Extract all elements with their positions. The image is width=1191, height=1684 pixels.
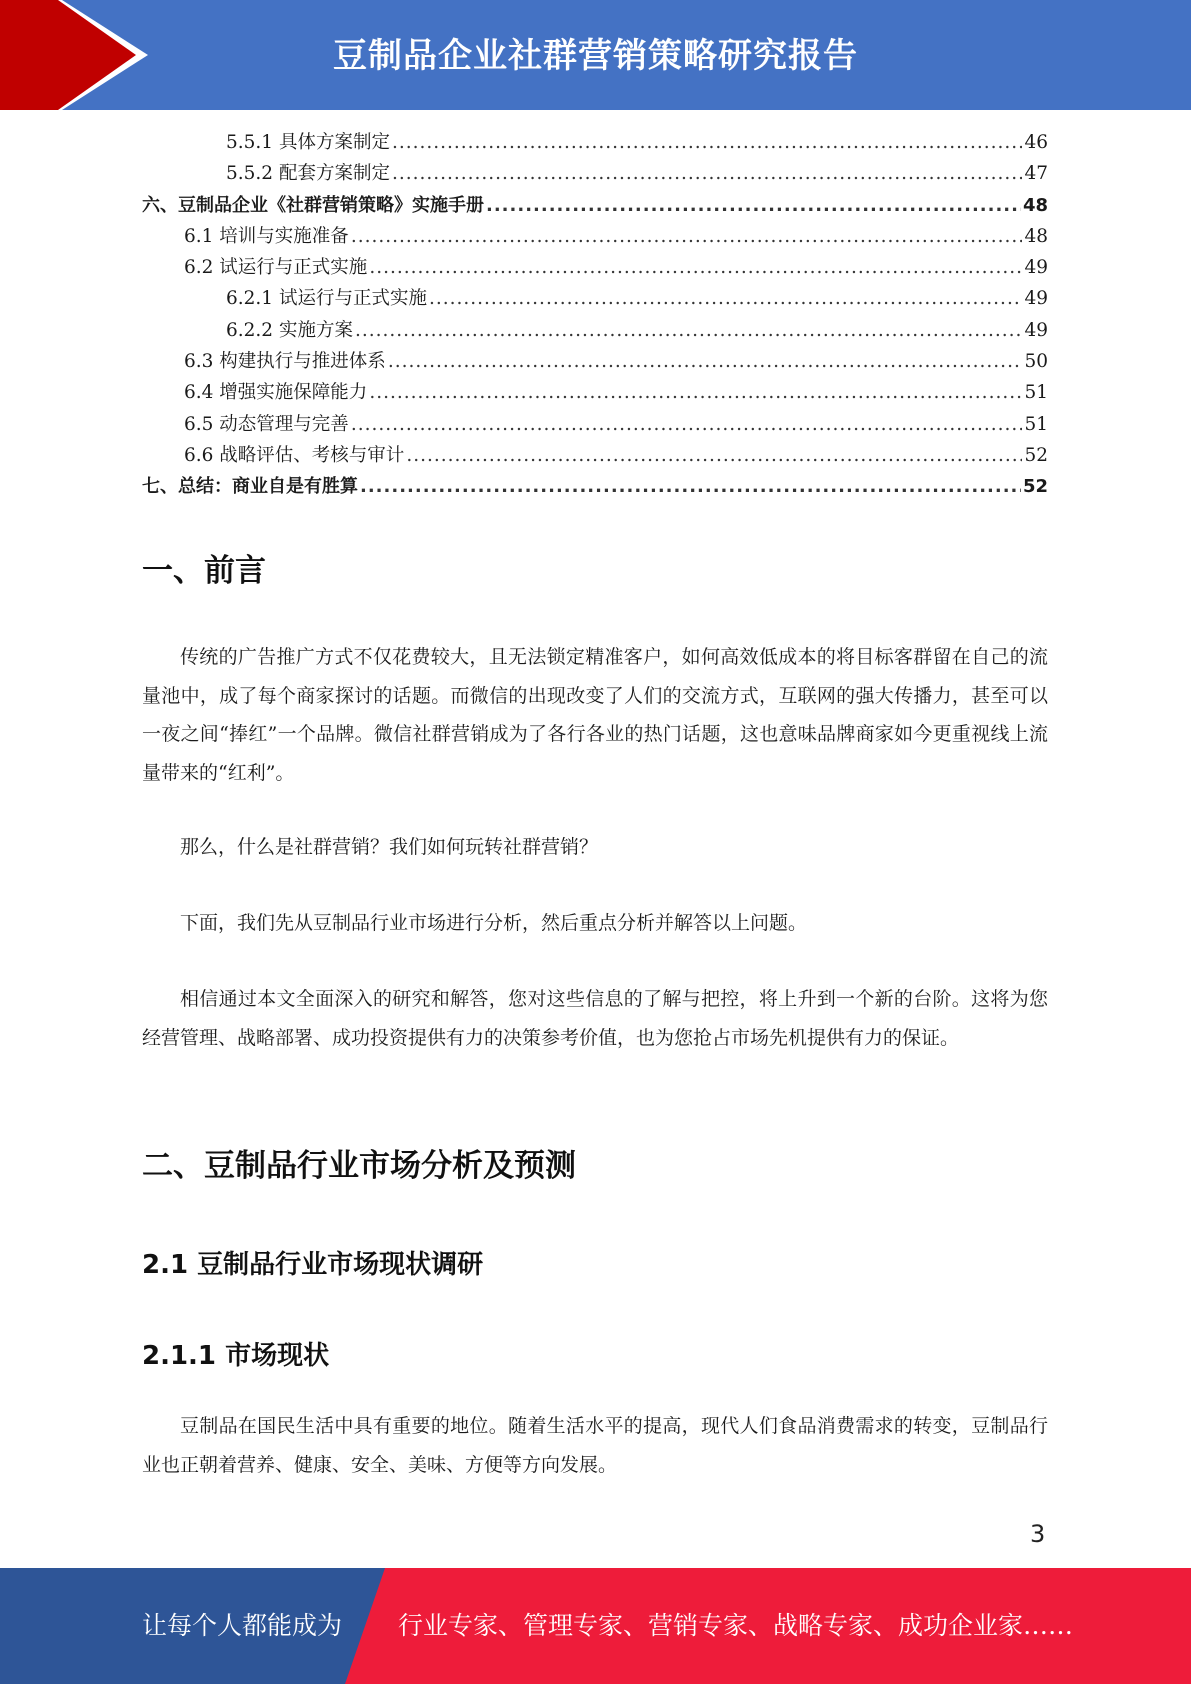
toc-entry[interactable] xyxy=(142,284,1048,315)
toc-entry-label: 6.5 动态管理与完善 xyxy=(184,413,349,435)
toc-entry-label: 6.4 增强实施保障能力 xyxy=(184,382,368,404)
toc-entry[interactable] xyxy=(142,472,1048,503)
toc-dot-leader xyxy=(360,476,1021,497)
toc-dot-leader xyxy=(429,288,1022,309)
toc-entry[interactable] xyxy=(142,222,1048,253)
section-heading-market-analysis: 二、豆制品行业市场分析及预测 xyxy=(142,1148,576,1184)
toc-entry[interactable] xyxy=(142,128,1048,159)
section-heading-preface: 一、前言 xyxy=(142,553,266,589)
toc-entry[interactable] xyxy=(142,253,1048,284)
toc-entry-page: 51 xyxy=(1024,413,1048,435)
toc-dot-leader xyxy=(388,351,1023,372)
toc-dot-leader xyxy=(392,132,1022,153)
toc-dot-leader xyxy=(351,414,1023,435)
page-number: 3 xyxy=(1030,1520,1046,1548)
toc-dot-leader xyxy=(355,320,1023,341)
subsection-heading-market-survey: 2.1 豆制品行业市场现状调研 xyxy=(142,1250,484,1280)
toc-entry-page: 46 xyxy=(1024,132,1048,153)
toc-entry-page: 48 xyxy=(1024,225,1048,247)
footer-slogan-right: 行业专家、管理专家、营销专家、战略专家、成功企业家…… xyxy=(398,1611,1074,1640)
toc-entry-label: 6.3 构建执行与推进体系 xyxy=(184,351,386,373)
paragraph: 豆制品在国民生活中具有重要的地位。随着生活水平的提高，现代人们食品消费需求的转变，豆制品行业也正朝着营养、健康、安全、美味、方便等方向发展。 xyxy=(142,1415,1048,1476)
paragraph: 相信通过本文全面深入的研究和解答，您对这些信息的了解与把控，将上升到一个新的台阶。这将为您经营管理、战略部署、成功投资提供有力的决策参考价值，也为您抢占市场先机提供有力的保证。 xyxy=(142,988,1048,1049)
toc-entry-label: 七、总结：商业自是有胜算 xyxy=(142,476,358,498)
toc-entry-page: 49 xyxy=(1024,257,1048,279)
toc-entry-label: 5.5.2 配套方案制定 xyxy=(226,163,390,185)
footer-slogan-left: 让每个人都能成为 xyxy=(142,1611,343,1640)
toc-entry-page: 48 xyxy=(1022,194,1048,216)
paragraph: 下面，我们先从豆制品行业市场进行分析，然后重点分析并解答以上问题。 xyxy=(180,912,808,934)
toc-dot-leader xyxy=(369,257,1022,278)
table-of-contents xyxy=(142,128,1048,504)
toc-entry-label: 6.2.2 实施方案 xyxy=(226,319,353,341)
toc-entry-label: 6.2.1 试运行与正式实施 xyxy=(226,288,427,310)
toc-entry-label: 5.5.1 具体方案制定 xyxy=(226,132,390,153)
toc-entry-label: 6.2 试运行与正式实施 xyxy=(184,257,368,279)
toc-entry[interactable] xyxy=(142,159,1048,190)
toc-entry-page: 49 xyxy=(1024,319,1048,341)
toc-entry[interactable] xyxy=(142,316,1048,347)
toc-entry[interactable] xyxy=(142,347,1048,378)
page-footer-banner xyxy=(0,1568,1191,1684)
toc-dot-leader xyxy=(351,226,1023,247)
toc-dot-leader xyxy=(369,382,1022,403)
page-header-banner xyxy=(0,0,1191,110)
toc-entry-label: 6.6 战略评估、考核与审计 xyxy=(184,444,405,466)
subsection-heading-market-status: 2.1.1 市场现状 xyxy=(142,1341,330,1371)
toc-entry-page: 51 xyxy=(1024,382,1048,404)
toc-entry-label: 6.1 培训与实施准备 xyxy=(184,225,349,247)
paragraph: 传统的广告推广方式不仅花费较大，且无法锁定精准客户，如何高效低成本的将目标客群留在自己的流量池中，成了每个商家探讨的话题。而微信的出现改变了人们的交流方式，互联网的强大传播力，甚至可以一夜之间“捧红”一个品牌。微信社群营销成为了各行各业的热门话题，这也意味品牌商家如今更重视线上流量带来的“红利”。 xyxy=(142,646,1048,784)
toc-dot-leader xyxy=(406,445,1022,466)
toc-entry[interactable] xyxy=(142,378,1048,409)
toc-entry-page: 50 xyxy=(1024,351,1048,373)
toc-dot-leader xyxy=(486,195,1021,216)
toc-entry-page: 49 xyxy=(1024,288,1048,310)
toc-dot-leader xyxy=(392,163,1022,184)
toc-entry-label: 六、豆制品企业《社群营销策略》实施手册 xyxy=(142,194,484,216)
toc-entry[interactable] xyxy=(142,441,1048,472)
toc-entry-page: 47 xyxy=(1024,163,1048,185)
paragraph: 那么，什么是社群营销？我们如何玩转社群营销？ xyxy=(180,836,599,858)
toc-entry-page: 52 xyxy=(1024,444,1048,466)
toc-entry[interactable] xyxy=(142,410,1048,441)
report-title: 豆制品企业社群营销策略研究报告 xyxy=(333,36,858,76)
toc-entry[interactable] xyxy=(142,191,1048,222)
toc-entry-page: 52 xyxy=(1022,476,1048,498)
